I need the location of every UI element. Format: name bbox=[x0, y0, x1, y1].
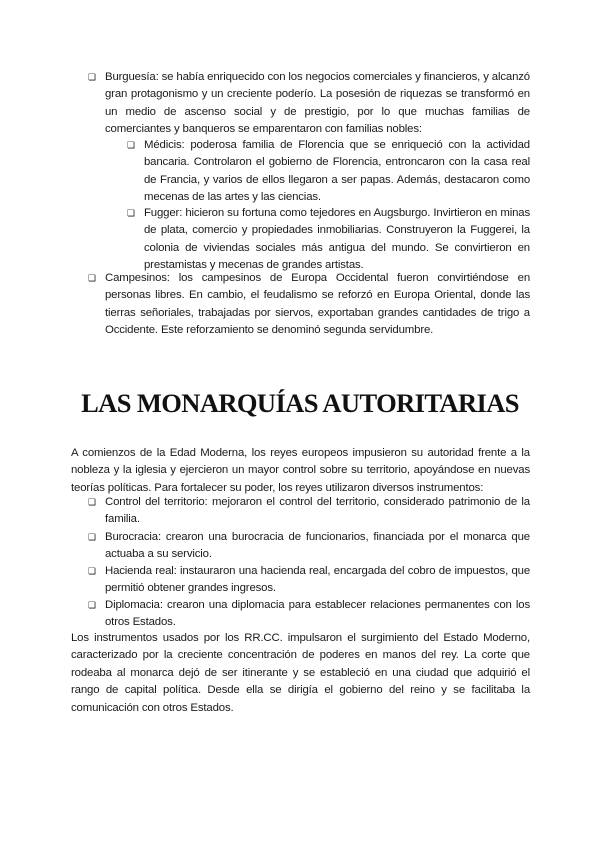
list-item-burguesia bbox=[88, 69, 530, 139]
burguesia-text: Burguesía: se había enriquecido con los negocios comerciales y financieros, y alcanzó gran protagonismo y un creciente poderío. La posesión de riquezas se transformó en un medio de ascenso social y de prestigio, por lo que muchas familias de comerciantes y banqueros se emparentaron con familias nobles: bbox=[105, 71, 530, 136]
checkbox-bullet-icon: ❏ bbox=[88, 600, 97, 610]
fugger-text: Fugger: hicieron su fortuna como tejedores en Augsburgo. Invirtieron en minas de plata, comercio y propiedades inmobiliarias. Construyeron la Fuggerei, la colonia de viviendas sociales más antigua del mundo. Se convirtieron en prestamistas y mecenas de grandes artistas. bbox=[144, 207, 530, 272]
checkbox-bullet-icon: ❏ bbox=[88, 273, 97, 283]
checkbox-bullet-icon: ❏ bbox=[127, 208, 136, 218]
list-item-fugger bbox=[127, 205, 530, 275]
list-item-campesinos bbox=[88, 270, 530, 340]
instrument-text: Diplomacia: crearon una diplomacia para establecer relaciones permanentes con los otros Estados. bbox=[105, 599, 530, 629]
campesinos-text: Campesinos: los campesinos de Europa Occidental fueron convirtiéndose en personas libres. En cambio, el feudalismo se reforzó en Europa Oriental, donde las tierras señoriales, trabajadas por siervos, exportaban grandes cantidades de trigo a Occidente. Este reforzamiento se denominó segunda servidumbre. bbox=[105, 272, 530, 337]
checkbox-bullet-icon: ❏ bbox=[88, 72, 97, 82]
instrument-text: Hacienda real: instauraron una hacienda real, encargada del cobro de impuestos, que permitió obtener grandes ingresos. bbox=[105, 565, 530, 595]
checkbox-bullet-icon: ❏ bbox=[88, 566, 97, 576]
section-title: LAS MONARQUÍAS AUTORITARIAS bbox=[81, 388, 519, 418]
conclusion-paragraph: Los instrumentos usados por los RR.CC. impulsaron el surgimiento del Estado Moderno, caracterizado por la creciente concentración de poderes en manos del rey. La corte que rodeaba al monarca dejó de ser itinerante y se estableció en una ciudad que adquirió el rango de capital política. Desde ella se dirigía el gobierno del reino y se facilitaba la comunicación con otros Estados. bbox=[71, 632, 530, 714]
list-item-medicis bbox=[127, 137, 530, 207]
medicis-text: Médicis: poderosa familia de Florencia que se enriqueció con la actividad bancaria. Controlaron el gobierno de Florencia, entroncaron con la casa real de Francia, y varios de ellos llegaron a ser papas. Además, destacaron como mecenas de las artes y las ciencias. bbox=[144, 139, 530, 204]
list-item-instrument bbox=[88, 494, 530, 529]
instrument-text: Control del territorio: mejoraron el control del territorio, considerado patrimonio de la familia. bbox=[105, 496, 530, 526]
intro-paragraph: A comienzos de la Edad Moderna, los reyes europeos impusieron su autoridad frente a la nobleza y la iglesia y ejercieron un mayor control sobre su territorio, apoyándose en nuevas teorías políticas. Para fortalecer su poder, los reyes utilizaron diversos instrumentos: bbox=[71, 447, 530, 494]
checkbox-bullet-icon: ❏ bbox=[88, 497, 97, 507]
checkbox-bullet-icon: ❏ bbox=[88, 532, 97, 542]
list-item-instrument bbox=[88, 563, 530, 598]
list-item-instrument bbox=[88, 597, 530, 632]
list-item-instrument bbox=[88, 529, 530, 564]
instrument-text: Burocracia: crearon una burocracia de funcionarios, financiada por el monarca que actuaba a su servicio. bbox=[105, 531, 530, 561]
checkbox-bullet-icon: ❏ bbox=[127, 140, 136, 150]
